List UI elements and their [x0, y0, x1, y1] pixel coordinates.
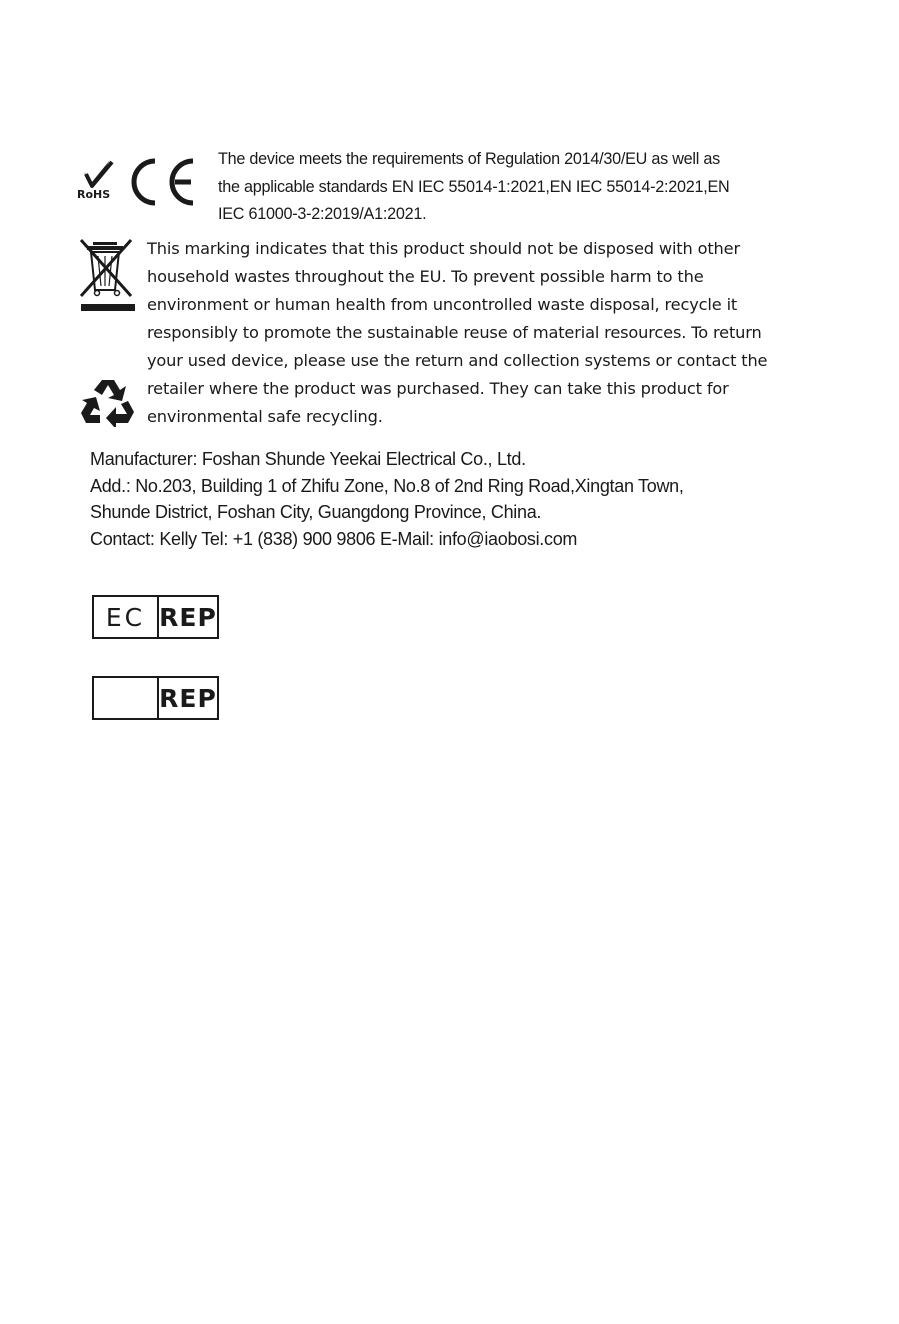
ce-mark-icon [131, 157, 199, 207]
disposal-line: This marking indicates that this product should not be disposed with other [147, 239, 740, 258]
disposal-line: responsibly to promote the sustainable reuse of material resources. To return [147, 323, 762, 342]
disposal-line: your used device, please use the return and collection systems or contact the [147, 351, 768, 370]
recycle-icon [80, 377, 136, 427]
rep-symbol [92, 676, 219, 720]
compliance-line: The device meets the requirements of Regulation 2014/30/EU as well as [218, 150, 720, 168]
ec-rep-right-label: REP [159, 602, 217, 632]
rohs-logo-text: RoHS [77, 188, 111, 201]
weee-crossed-bin-icon [77, 238, 137, 314]
manufacturer-contact: Contact: Kelly Tel: +1 (838) 900 9806 E-Mail: info@iaobosi.com [90, 528, 578, 549]
manufacturer-address-line-1: Add.: No.203, Building 1 of Zhifu Zone, No.8 of 2nd Ring Road,Xingtan Town, [90, 475, 684, 496]
compliance-statement [218, 146, 838, 229]
disposal-line: retailer where the product was purchased. They can take this product for [147, 379, 729, 398]
rep-left-label [94, 678, 159, 718]
manufacturer-name: Manufacturer: Foshan Shunde Yeekai Electrical Co., Ltd. [90, 449, 526, 469]
rep-right-label: REP [159, 683, 217, 713]
disposal-line: household wastes throughout the EU. To prevent possible harm to the [147, 267, 704, 286]
ec-rep-left-label: EC [94, 597, 159, 637]
ec-rep-symbol [92, 595, 219, 639]
disposal-statement [147, 235, 847, 431]
manufacturer-info [90, 446, 810, 552]
compliance-line: IEC 61000-3-2:2019/A1:2021. [218, 205, 427, 223]
disposal-line: environmental safe recycling. [147, 407, 383, 426]
disposal-line: environment or human health from uncontrolled waste disposal, recycle it [147, 295, 738, 314]
manufacturer-address-line-2: Shunde District, Foshan City, Guangdong Province, China. [90, 502, 542, 522]
compliance-line: the applicable standards EN IEC 55014-1:2021,EN IEC 55014-2:2021,EN [218, 177, 730, 196]
rohs-logo-icon [76, 158, 122, 202]
